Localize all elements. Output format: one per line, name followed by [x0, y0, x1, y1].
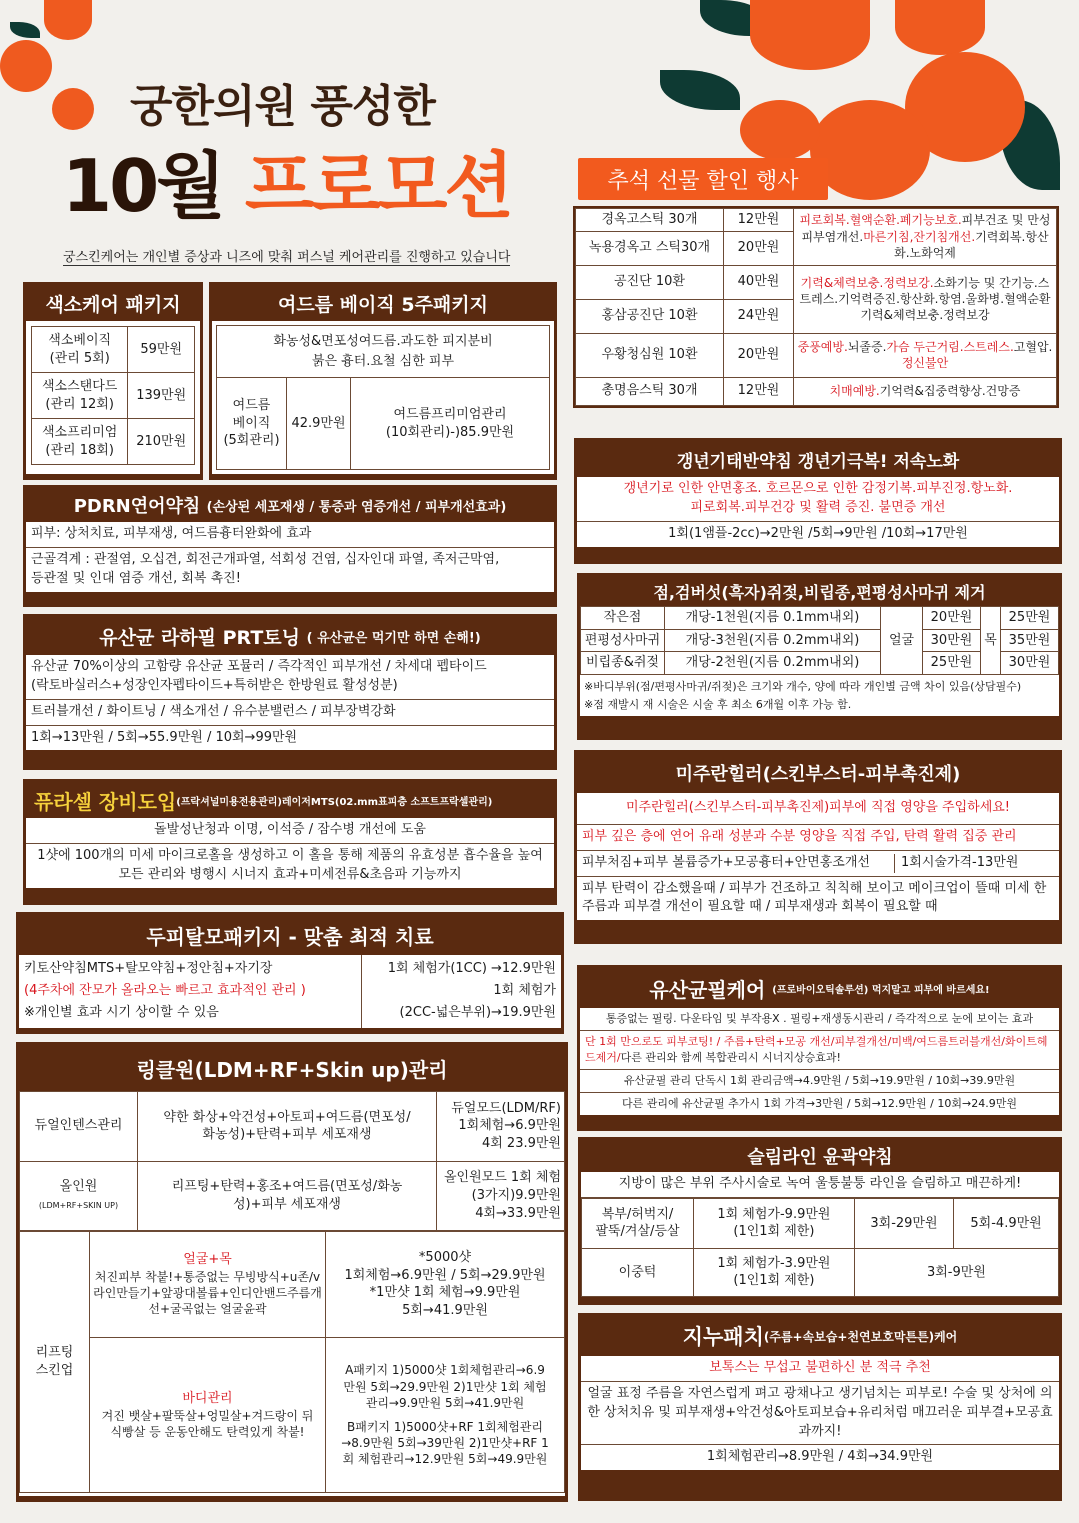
probio-line2b: 다른 관리와 함께 복합관리시 시너지상승효과! [620, 1050, 841, 1064]
spot-section [577, 573, 1062, 740]
wrinkle-header: 링클원(LDM+RF+Skin up)관리 [19, 1045, 565, 1091]
spot-neck-price: 35만원 [1001, 629, 1059, 652]
lift-face-desc: 처진피부 착붙!+통증없는 무빙방식+u존/v 라인만들기+앞광대볼륨+인디안밴드주름개 선+굴곡없는 얼굴윤곽 [93, 1269, 322, 1317]
leaf-decoration [660, 70, 740, 110]
wrinkle-section [16, 1042, 568, 1502]
prt-line1 [26, 655, 554, 700]
gift-effect2 [794, 265, 1057, 333]
spot-neck-price: 30만원 [1001, 652, 1059, 675]
gift-name: 경옥고스틱 30개 [576, 209, 724, 232]
gift-price: 40만원 [724, 265, 794, 299]
scalp-line3: ※개인별 효과 시기 상이할 수 있음 [24, 1005, 219, 1021]
prt-line4: 1회→13만원 / 5회→55.9만원 / 10회→99만원 [26, 726, 554, 751]
wrinkle-r1-price: 듀얼모드(LDM/RF) 1회체험→6.9만원 4회 23.9만원 [437, 1092, 565, 1162]
spot-name: 편평성사마귀 [581, 629, 665, 652]
acne-desc1: 화농성&면포성여드름.과도한 피지분비 [273, 334, 493, 349]
probio-line1: 통증없는 필링. 다운타임 및 부작용X . 필링+재생동시관리 / 즉각적으로 눈에 보이는 효과 [580, 1008, 1059, 1031]
healer-line3-price: 1회시술가격-13만원 [894, 854, 1054, 873]
pura-line2 [26, 844, 554, 888]
spot-face-price: 20만원 [923, 607, 981, 630]
title-line2 [62, 128, 511, 232]
slim-r1-p2: 3회-29만원 [854, 1198, 953, 1248]
persimmon-decoration [750, 0, 870, 70]
gift-name: 녹용경옥고 스틱30개 [576, 231, 724, 265]
jinu-line3: 1회체험관리→8.9만원 / 4회→34.9만원 [581, 1445, 1059, 1470]
gift-effect4b: 기억력&집중력향상.건망증 [879, 383, 1021, 398]
pdrn-subtitle: (손상된 세포재생 / 통증과 염증개선 / 피부개선효과) [206, 499, 507, 515]
jinu-line1: 보톡스는 무섭고 불편하신 분 적극 추천 [581, 1356, 1059, 1382]
lift-body [90, 1337, 326, 1492]
meno-section [574, 438, 1062, 564]
gift-price: 20만원 [724, 231, 794, 265]
persimmon-decoration [810, 100, 930, 200]
gift-effect2a: 기력&체력보충.정력보강. [800, 275, 934, 290]
healer-line4: 피부 탄력이 감소했을때 / 피부가 건조하고 칙칙해 보이고 메이크업이 뜰때 미세 한 주름과 피부결 개선이 필요할 때 / 피부재생과 회복이 필요할 때 [577, 877, 1059, 921]
spot-name: 작은점 [581, 607, 665, 630]
jinu-section [578, 1313, 1062, 1501]
gift-effect1d: 기력회복.항산화.노화억제 [894, 229, 1049, 260]
gift-effect3a: 중풍예방. [797, 339, 848, 354]
probio-title: 유산균필케어 [649, 977, 766, 1002]
healer-line1: 미주란힐러(스킨부스터-피부촉진제)피부에 직접 영양을 주입하세요! [577, 793, 1059, 825]
gift-effect3e: 정신불안 [901, 356, 949, 371]
spot-name: 비립종&쥐젖 [581, 652, 665, 675]
meno-line3: 1회(1앰플-2cc)→2만원 /5회→9만원 /10회→17만원 [577, 522, 1059, 547]
title-month: 10월 [62, 144, 223, 228]
persimmon-decoration [52, 88, 94, 130]
spot-desc: 개당-2천원(지름 0.2mm내외) [665, 652, 881, 675]
healer-line3-desc: 피부처짐+피부 볼륨증가+모공흉터+안면홍조개선 [582, 854, 870, 870]
slim-section [578, 1137, 1062, 1305]
spot-header: 점,검버섯(흑자)쥐젖,비립종,편평성사마귀 제거 [580, 576, 1059, 606]
color-package [23, 282, 203, 480]
pdrn-line1: 피부: 상처치료, 피부재생, 여드름흉터완화에 효과 [26, 522, 554, 548]
probio-line2a: 단 1회 만으로도 피부코팅! / 주름+탄력+모공 개선/피부결개선/미백/여드름트러블개선/화이트헤드제거/ [585, 1034, 1048, 1064]
healer-line3 [577, 851, 1059, 877]
spot-note2: ※점 재발시 재 시술은 시술 후 최소 6개월 이후 가능 함. [584, 697, 852, 711]
spot-neck-price: 25만원 [1001, 607, 1059, 630]
wrinkle-r2-name [20, 1161, 138, 1231]
spot-face-price: 30만원 [923, 629, 981, 652]
gift-effect3d: 고혈압. [1013, 339, 1053, 354]
prt-header [26, 617, 554, 655]
lift-face-price: *5000샷 1회체험→6.9만원 / 5회→29.9만원 *1만샷 1회 체험→9.9만원 5회→41.9만원 [326, 1232, 565, 1338]
wrinkle-r1-name: 듀얼인텐스관리 [20, 1092, 138, 1162]
gift-effect1b: 피부건조 및 만성피부염개선. [801, 213, 1051, 244]
color-row-name: 색소스탠다드 (관리 12회) [32, 373, 128, 419]
lift-face-title: 얼굴+목 [183, 1252, 232, 1268]
probio-line2 [580, 1031, 1059, 1070]
gift-effect4 [794, 377, 1057, 405]
gift-name: 홍삼공진단 10환 [576, 299, 724, 333]
acne-premium: 여드름프리미엄관리 (10회관리)-)85.9만원 [351, 378, 550, 470]
healer-section [574, 750, 1062, 944]
color-row-name: 색소프리미엄 (관리 18회) [32, 419, 128, 465]
wrinkle-r2-desc: 리프팅+탄력+홍조+여드름(면포성/화농 성)+피부 세포재생 [138, 1161, 437, 1231]
jinu-header [581, 1316, 1059, 1356]
pura-line2a: 1샷에 100개의 미세 마이크로홀을 생성하고 이 홀을 통해 제품의 유효성분 흡수율을 높여 [37, 847, 543, 863]
gift-header: 추석 선물 할인 행사 [578, 158, 828, 200]
gift-price: 24만원 [724, 299, 794, 333]
color-row-name: 색소베이직 (관리 5회) [32, 327, 128, 373]
gift-effect3c: 가슴 두근거림.스트레스. [886, 339, 1014, 354]
pdrn-title: PDRN연어약침 [73, 496, 201, 517]
gift-effect1a: 피로회복.혈액순환.폐기능보호. [799, 213, 962, 228]
pdrn-section [23, 485, 557, 607]
pdrn-line2 [26, 548, 554, 592]
gift-effect1c: 마른기침,잔기침개선. [863, 229, 976, 244]
leaf-decoration [10, 22, 40, 38]
gift-name: 총명음스틱 30개 [576, 377, 724, 405]
slim-r1-p3: 5회-4.9만원 [954, 1198, 1059, 1248]
spot-note1: ※바디부위(점/편평사마귀/쥐젖)은 크기와 개수, 양에 따라 개인별 금액 차이 있음(상담필수) [584, 679, 1022, 693]
scalp-price3: (2CC-넓은부위)→19.9만원 [399, 1005, 556, 1021]
gift-effect3 [794, 333, 1057, 377]
pura-title: 퓨라셀 장비도입 [34, 789, 177, 814]
prt-section [23, 614, 557, 770]
gift-effect4a: 치매예방. [829, 383, 880, 398]
healer-line2: 피부 깊은 층에 연어 유래 성분과 수분 영양을 직접 주입, 탄력 활력 집중 관리 [577, 825, 1059, 851]
gift-table [573, 206, 1059, 408]
probio-header [580, 968, 1059, 1008]
lift-face [90, 1232, 326, 1338]
persimmon-decoration [44, 0, 92, 40]
scalp-line2: (4주차에 잔모가 올라오는 빠르고 효과적인 관리 ) [24, 983, 306, 999]
gift-name: 공진단 10환 [576, 265, 724, 299]
slim-r2-p1: 1회 체험가-3.9만원 (1인1회 제한) [694, 1248, 855, 1296]
color-row-price: 210만원 [128, 419, 195, 465]
acne-desc2: 붉은 흉터.요철 심한 피부 [311, 353, 455, 369]
jinu-subtitle: (주름+속보습+천연보호막튼튼)케어 [763, 1329, 958, 1344]
prt-line3: 트러블개선 / 화이트닝 / 색소개선 / 유수분밸런스 / 피부장벽강화 [26, 700, 554, 726]
gift-effect2b: 소화기능 및 간기능.스트레스.기억력증진.항산화.항염.울화병.혈액순환기력&체력보충.정력보강 [799, 275, 1051, 323]
probio-line3: 유산균필 관리 단독시 1회 관리금액→4.9만원 / 5회→19.9만원 / 10회→39.9만원 [580, 1070, 1059, 1093]
gift-price: 12만원 [724, 377, 794, 405]
persimmon-decoration [895, 0, 985, 55]
lift-body-priceB: B패키지 1)5000샷+RF 1회체험관리 →8.9만원 5회→39만원 2)1만샷+RF 1 회 체험관리→12.9만원 5회→49.9만원 [341, 1419, 549, 1467]
scalp-price2: 1회 체험가 [493, 983, 556, 999]
wrinkle-r2-title: 올인원 [59, 1179, 98, 1195]
spot-face: 얼굴 [881, 607, 923, 675]
gift-name: 우황청심원 10환 [576, 333, 724, 377]
acne-package [209, 282, 557, 480]
acne-name: 여드름 베이직 (5회관리) [217, 378, 287, 470]
prt-line1b: (락토바실러스+성장인자펩타이드+특허받은 한방원료 활성성분) [31, 677, 398, 693]
acne-price: 42.9만원 [287, 378, 351, 470]
meno-line1 [577, 477, 1059, 522]
meno-header: 갱년기태반약침 갱년기극복! 저속노화 [577, 441, 1059, 477]
scalp-section [16, 912, 564, 1034]
persimmon-decoration [740, 100, 820, 160]
color-package-header: 색소케어 패키지 [26, 285, 200, 321]
pdrn-line2a: 근골격계 : 관절염, 오십견, 회전근개파열, 석회성 건염, 십자인대 파열, 족저근막염, [31, 551, 500, 567]
healer-header: 미주란힐러(스킨부스터-피부촉진제) [577, 753, 1059, 793]
prt-line1a: 유산균 70%이상의 고함량 유산균 포뮬러 / 즉각적인 피부개선 / 차세대 펩타이드 [31, 659, 487, 674]
spot-face-price: 25만원 [923, 652, 981, 675]
color-row-price: 59만원 [128, 327, 195, 373]
probio-line4: 다른 관리에 유산균필 추가시 1회 가격→3만원 / 5회→12.9만원 / 10회→24.9만원 [580, 1093, 1059, 1115]
spot-neck: 목 [981, 607, 1001, 675]
prt-title: 유산균 라하필 PRT토닝 [99, 626, 301, 649]
slim-r2-p2: 3회-9만원 [854, 1248, 1058, 1296]
jinu-title: 지누패치 [682, 1325, 764, 1349]
gift-price: 20만원 [724, 333, 794, 377]
pura-line2b: 모든 관리와 병행시 시너지 효과+미세전류&초음파 기능까지 [118, 866, 462, 882]
jinu-line2: 얼굴 표정 주름을 자연스럽게 펴고 광채나고 생기넘치는 피부로! 수술 및 상처에 의한 상처치유 및 피부재생+악건성&아토피보습+유리처럼 매끄러운 피부결+모공효과까지! [581, 1382, 1059, 1446]
color-row-price: 139만원 [128, 373, 195, 419]
meno-line1a: 갱년기로 인한 안면홍조. 호르몬으로 인한 감정기복.피부진정.항노화. [623, 481, 1013, 496]
probio-subtitle: (프로바이오틱솔루션) 먹지말고 피부에 바르세요! [772, 984, 990, 996]
slim-r1-p1: 1회 체험가-9.9만원 (1인1회 제한) [694, 1198, 855, 1248]
slim-r2-part: 이중턱 [582, 1248, 694, 1296]
subtitle: 궁스킨케어는 개인별 증상과 니즈에 맞춰 퍼스널 케어관리를 진행하고 있습니다 [63, 246, 510, 266]
lift-body-price [326, 1337, 565, 1492]
wrinkle-r1-desc: 약한 화상+악건성+아토피+여드름(면포성/ 화농성)+탄력+피부 세포재생 [138, 1092, 437, 1162]
gift-price: 12만원 [724, 209, 794, 232]
wrinkle-r2-sub: (LDM+RF+SKIN UP) [38, 1200, 119, 1210]
spot-desc: 개당-3천원(지름 0.2mm내외) [665, 629, 881, 652]
pura-header [26, 782, 554, 818]
prt-subtitle: ( 유산균은 먹기만 하면 손해!) [306, 630, 481, 646]
spot-desc: 개당-1천원(지름 0.1mm내외) [665, 607, 881, 630]
title-line1: 궁한의원 풍성한 [130, 81, 435, 132]
pdrn-line2b: 등관절 및 인대 염증 개선, 회복 촉진! [31, 570, 241, 586]
pura-section [23, 779, 557, 905]
acne-header: 여드름 베이직 5주패키지 [212, 285, 554, 321]
lift-name: 리프팅 스킨업 [20, 1232, 90, 1493]
persimmon-decoration [0, 40, 52, 92]
scalp-header: 두피탈모패키지 - 맞춤 최적 치료 [19, 915, 561, 955]
pdrn-header [26, 488, 554, 522]
pura-line1: 돌발성난청과 이명, 이석증 / 잠수병 개선에 도움 [26, 818, 554, 844]
lift-body-title: 바디관리 [182, 1390, 233, 1406]
meno-line1b: 피로회복.피부건강 및 활력 증진. 불면증 개선 [690, 499, 946, 515]
gift-effect1 [794, 209, 1057, 266]
scalp-price1: 1회 체험가(1CC) →12.9만원 [387, 961, 556, 976]
gift-effect3b: 뇌졸증. [847, 339, 887, 354]
lift-body-desc: 겨진 뱃살+팔뚝살+엉밀살+겨드랑이 뒤 식빵살 등 운동안해도 탄력있게 착붙! [101, 1408, 314, 1439]
lift-body-priceA: A패키지 1)5000샷 1회체험관리→6.9 만원 5회→29.9만원 2)1만샷 1회 체험 관리→9.9만원 5회→41.9만원 [343, 1363, 547, 1410]
wrinkle-r2-price: 올인원모드 1회 체험 (3가지)9.9만원 4회→33.9만원 [437, 1161, 565, 1231]
slim-header: 슬림라인 윤곽약침 [581, 1140, 1059, 1172]
title-promo: 프로모션 [244, 144, 512, 228]
slim-r1-part: 복부/허벅지/ 팔뚝/겨살/등살 [582, 1198, 694, 1248]
scalp-line1: 키토산약침MTS+탈모약침+정안침+자기장 [24, 961, 273, 976]
probio-section [577, 965, 1062, 1131]
slim-desc: 지방이 많은 부위 주사시술로 녹여 울퉁불퉁 라인을 슬림하고 매끈하게! [581, 1172, 1059, 1198]
pura-subtitle: (프락셔널미용전용관리)레이저MTS(02.mm표피층 소프트프락셀관리) [176, 796, 493, 808]
